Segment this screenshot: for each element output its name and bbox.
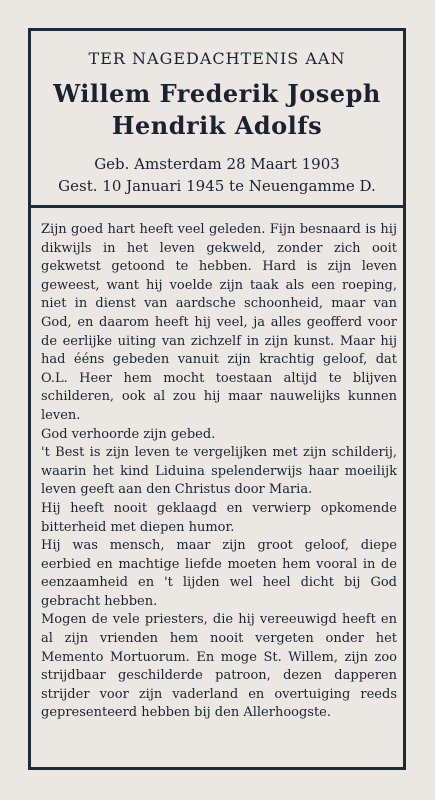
header-divider bbox=[31, 205, 403, 208]
birth-line: Geb. Amsterdam 28 Maart 1903 bbox=[94, 155, 340, 173]
paragraph: God verhoorde zijn gebed. bbox=[41, 426, 216, 442]
deceased-name-line2: Hendrik Adolfs bbox=[111, 111, 323, 140]
card-header bbox=[31, 31, 403, 199]
header-label: TER NAGEDACHTENIS AAN bbox=[88, 49, 346, 68]
paragraph: 't Best is zijn leven te vergelijken met zijn schilderij, waarin het kind Liduina spelenderwijs haar moeilijk leven geeft aan den Christus door Maria. bbox=[41, 445, 397, 498]
death-line: Gest. 10 Januari 1945 te Neuengamme D. bbox=[58, 177, 376, 195]
memorial-text bbox=[41, 221, 397, 723]
paragraph: Mogen de vele priesters, die hij vereeuwigd heeft en al zijn vrienden hem nooit vergeten onder het Memento Mortuorum. En moge St. Willem, zijn zoo strijdbaar geschilderde patroon, dezen dapperen strijder voor zijn vaderland en overtuiging reeds gepresenteerd hebben bij den Allerhoogste. bbox=[41, 612, 397, 721]
deceased-name-line1: Willem Frederik Joseph bbox=[53, 79, 381, 108]
paragraph: Hij was mensch, maar zijn groot geloof, diepe eerbied en machtige liefde moeten hem vooral in de eenzaamheid en 't lijden wel heel dicht bij God gebracht hebben. bbox=[41, 538, 397, 609]
paragraph: Zijn goed hart heeft veel geleden. Fijn besnaard is hij dikwijls in het leven gekweld, zonder zich ooit gekwetst getoond te hebben. Hard is zijn leven geweest, want hij voelde zijn taak als een roeping, niet in dienst van aardsche schoonheid, maar van God, en daarom heeft hij veel, ja alles geofferd voor de eerlijke uiting van zichzelf in zijn kunst. Maar hij had ééns gebeden vanuit zijn krachtig geloof, dat O.L. Heer hem mocht toestaan altijd te blijven schilderen, ook al zou hij maar nauwelijks kunnen leven. bbox=[41, 222, 397, 423]
card-border bbox=[28, 28, 406, 770]
paragraph: Hij heeft nooit geklaagd en verwierp opkomende bitterheid met diepen humor. bbox=[41, 500, 397, 535]
